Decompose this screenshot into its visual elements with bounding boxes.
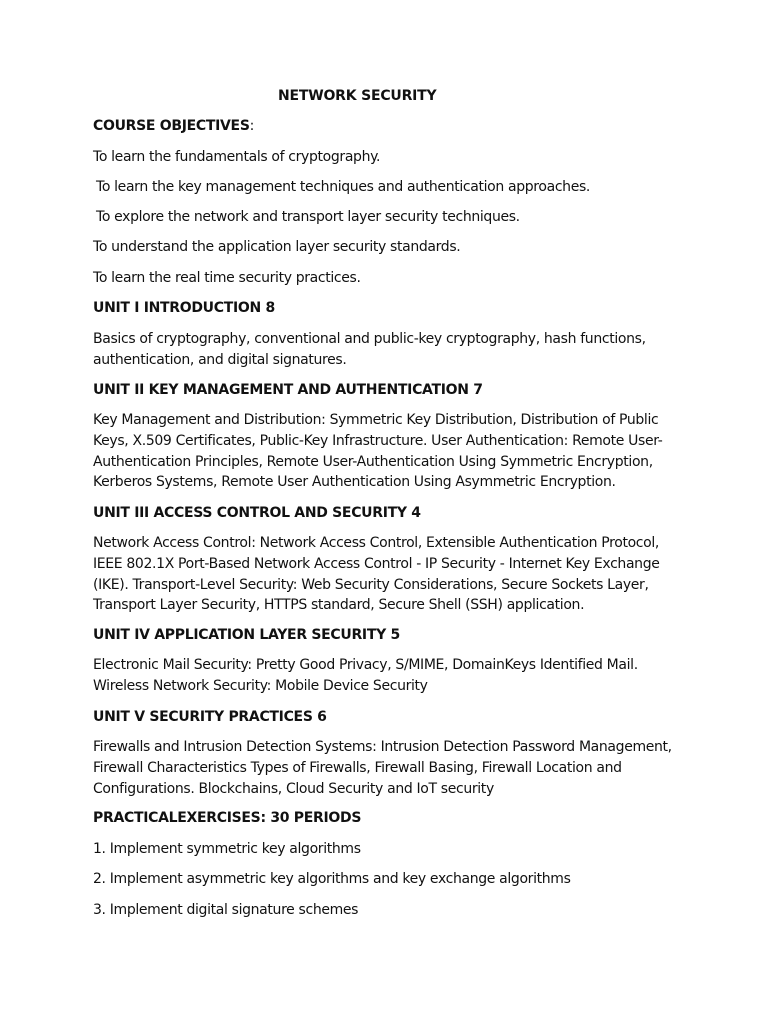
unit-description [93, 655, 683, 697]
unit-description-line: Configurations. Blockchains, Cloud Security and IoT security [93, 780, 494, 797]
objective-item: To learn the fundamentals of cryptography. [93, 149, 381, 165]
unit-description [93, 329, 683, 371]
unit-heading: UNIT II KEY MANAGEMENT AND AUTHENTICATION 7 [93, 382, 483, 398]
practical-item: 1. Implement symmetric key algorithms [93, 841, 361, 857]
unit-description-line: Firewalls and Intrusion Detection Systems: Intrusion Detection Password Management, [93, 739, 672, 755]
practical-heading: PRACTICALEXERCISES: 30 PERIODS [93, 810, 362, 826]
unit-description-line: Basics of cryptography, conventional and public-key cryptography, hash functions, [93, 331, 646, 347]
course-objectives-heading [93, 116, 683, 137]
objective-item: To understand the application layer security standards. [93, 239, 461, 255]
unit-description-line: Key Management and Distribution: Symmetric Key Distribution, Distribution of Public [93, 412, 659, 428]
objective-item: To learn the real time security practices. [93, 270, 361, 286]
unit-description-line: (IKE). Transport-Level Security: Web Security Considerations, Secure Sockets Layer, [93, 576, 649, 593]
unit-description-line: Transport Layer Security, HTTPS standard, Secure Shell (SSH) application. [93, 597, 585, 614]
objective-item: To explore the network and transport layer security techniques. [96, 209, 520, 225]
course-objectives-heading-text: COURSE OBJECTIVES [93, 118, 250, 134]
unit-description-line: IEEE 802.1X Port-Based Network Access Control - IP Security - Internet Key Exchange [93, 555, 660, 572]
unit-description [93, 533, 683, 616]
practical-item: 3. Implement digital signature schemes [93, 902, 359, 918]
unit-heading: UNIT V SECURITY PRACTICES 6 [93, 709, 327, 725]
unit-description-line: Network Access Control: Network Access Control, Extensible Authentication Protocol, [93, 535, 660, 551]
document-title: NETWORK SECURITY [278, 88, 437, 104]
unit-description-line: Electronic Mail Security: Pretty Good Privacy, S/MIME, DomainKeys Identified Mail. [93, 657, 638, 673]
unit-description-line: Wireless Network Security: Mobile Device Security [93, 677, 428, 694]
course-objectives-colon: : [249, 118, 255, 134]
unit-heading: UNIT III ACCESS CONTROL AND SECURITY 4 [93, 505, 421, 521]
practical-item: 2. Implement asymmetric key algorithms and key exchange algorithms [93, 871, 571, 887]
unit-description-line: Authentication Principles, Remote User-Authentication Using Symmetric Encryption, [93, 453, 653, 470]
unit-heading: UNIT IV APPLICATION LAYER SECURITY 5 [93, 627, 400, 643]
unit-description [93, 410, 683, 493]
unit-description-line: Firewall Characteristics Types of Firewalls, Firewall Basing, Firewall Location and [93, 759, 622, 776]
unit-description-line: Keys, X.509 Certificates, Public-Key Infrastructure. User Authentication: Remote User- [93, 432, 663, 449]
unit-heading: UNIT I INTRODUCTION 8 [93, 300, 275, 316]
unit-description-line: Kerberos Systems, Remote User Authentication Using Asymmetric Encryption. [93, 474, 616, 491]
objective-item: To learn the key management techniques and authentication approaches. [96, 179, 591, 195]
unit-description [93, 737, 683, 799]
unit-description-line: authentication, and digital signatures. [93, 351, 347, 368]
